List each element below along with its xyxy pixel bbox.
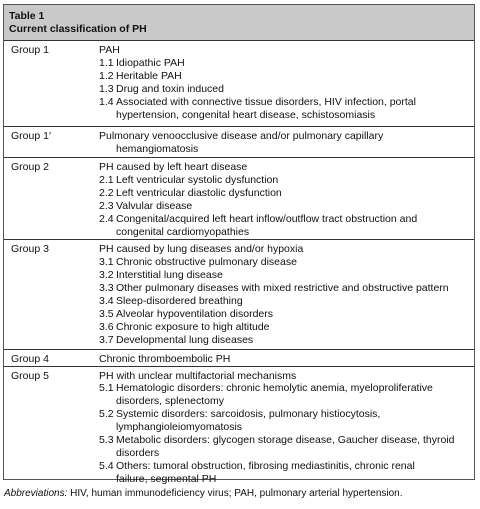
group-title: Chronic thromboembolic PH (99, 353, 231, 365)
table-label: Table 1 (9, 10, 45, 22)
group-name: Group 5 (11, 370, 49, 382)
footnote-label: Abbreviations: (4, 488, 68, 499)
item-text-continued: hypertension, congenital heart disease, schistosomiasis (116, 109, 376, 121)
item-number: 3.3 (99, 282, 114, 294)
group-row-1-prime (4, 127, 474, 158)
item-text: Sleep-disordered breathing (116, 295, 243, 307)
table-title: Current classification of PH (9, 23, 147, 35)
item-number: 5.4 (99, 460, 114, 472)
item-number: 5.3 (99, 434, 114, 446)
item-text: Idiopathic PAH (116, 57, 185, 69)
group-title: Pulmonary venoocclusive disease and/or pulmonary capillary (99, 130, 384, 142)
item-text: Developmental lung diseases (116, 334, 254, 346)
item-number: 3.4 (99, 295, 114, 307)
item-number: 3.5 (99, 308, 114, 320)
group-title: PH with unclear multifactorial mechanisms (99, 370, 297, 382)
item-number: 5.2 (99, 408, 114, 420)
item-text-continued: failure, segmental PH (116, 473, 217, 485)
item-text: Hematologic disorders: chronic hemolytic anemia, myeloproliferative (116, 382, 433, 394)
group-row-2 (4, 158, 474, 240)
item-text-continued: disorders, splenectomy (116, 395, 224, 407)
item-number: 3.1 (99, 256, 114, 268)
group-title: PH caused by lung diseases and/or hypoxia (99, 243, 304, 255)
group-title: PAH (99, 44, 120, 56)
group-name: Group 3 (11, 243, 49, 255)
item-text: Chronic obstructive pulmonary disease (116, 256, 297, 268)
item-text: Metabolic disorders: glycogen storage disease, Gaucher disease, thyroid (116, 434, 455, 446)
group-row-4 (4, 350, 474, 367)
classification-table (3, 4, 475, 485)
item-text: Heritable PAH (116, 70, 182, 82)
footnote-text: HIV, human immunodeficiency virus; PAH, pulmonary arterial hypertension. (67, 488, 403, 499)
item-number: 1.2 (99, 70, 114, 82)
item-number: 2.1 (99, 174, 114, 186)
item-number: 3.7 (99, 334, 114, 346)
item-text: Alveolar hypoventilation disorders (116, 308, 274, 320)
item-number: 2.3 (99, 200, 114, 212)
item-text-continued: congenital cardiomyopathies (116, 226, 250, 238)
item-text: Associated with connective tissue disorders, HIV infection, portal (116, 96, 416, 108)
item-text: Left ventricular diastolic dysfunction (116, 187, 282, 199)
item-text: Left ventricular systolic dysfunction (116, 174, 279, 186)
item-number: 1.3 (99, 83, 114, 95)
group-title-continued: hemangiomatosis (116, 143, 199, 155)
group-name: Group 1′ (11, 130, 51, 142)
item-text: Interstitial lung disease (116, 269, 223, 281)
group-title: PH caused by left heart disease (99, 161, 248, 173)
item-number: 2.4 (99, 213, 114, 225)
item-text: Valvular disease (116, 200, 193, 212)
item-text: Systemic disorders: sarcoidosis, pulmonary histiocytosis, (116, 408, 381, 420)
item-number: 3.6 (99, 321, 114, 333)
item-text: Chronic exposure to high altitude (116, 321, 270, 333)
group-row-1 (4, 41, 474, 127)
item-number: 5.1 (99, 382, 114, 394)
item-text-continued: disorders (116, 447, 160, 459)
item-number: 2.2 (99, 187, 114, 199)
group-row-3 (4, 240, 474, 350)
item-number: 3.2 (99, 269, 114, 281)
item-number: 1.4 (99, 96, 114, 108)
item-text: Other pulmonary diseases with mixed restrictive and obstructive pattern (116, 282, 449, 294)
item-text-continued: lymphangioleiomyomatosis (116, 421, 243, 433)
group-name: Group 2 (11, 161, 49, 173)
item-text: Drug and toxin induced (116, 83, 224, 95)
item-text: Others: tumoral obstruction, fibrosing mediastinitis, chronic renal (116, 460, 415, 472)
group-name: Group 4 (11, 353, 49, 365)
group-name: Group 1 (11, 44, 49, 56)
abbreviations-footnote (4, 488, 403, 500)
item-number: 1.1 (99, 57, 114, 69)
item-text: Congenital/acquired left heart inflow/outflow tract obstruction and (116, 213, 418, 225)
table-header (4, 5, 474, 41)
group-row-5 (4, 367, 474, 485)
